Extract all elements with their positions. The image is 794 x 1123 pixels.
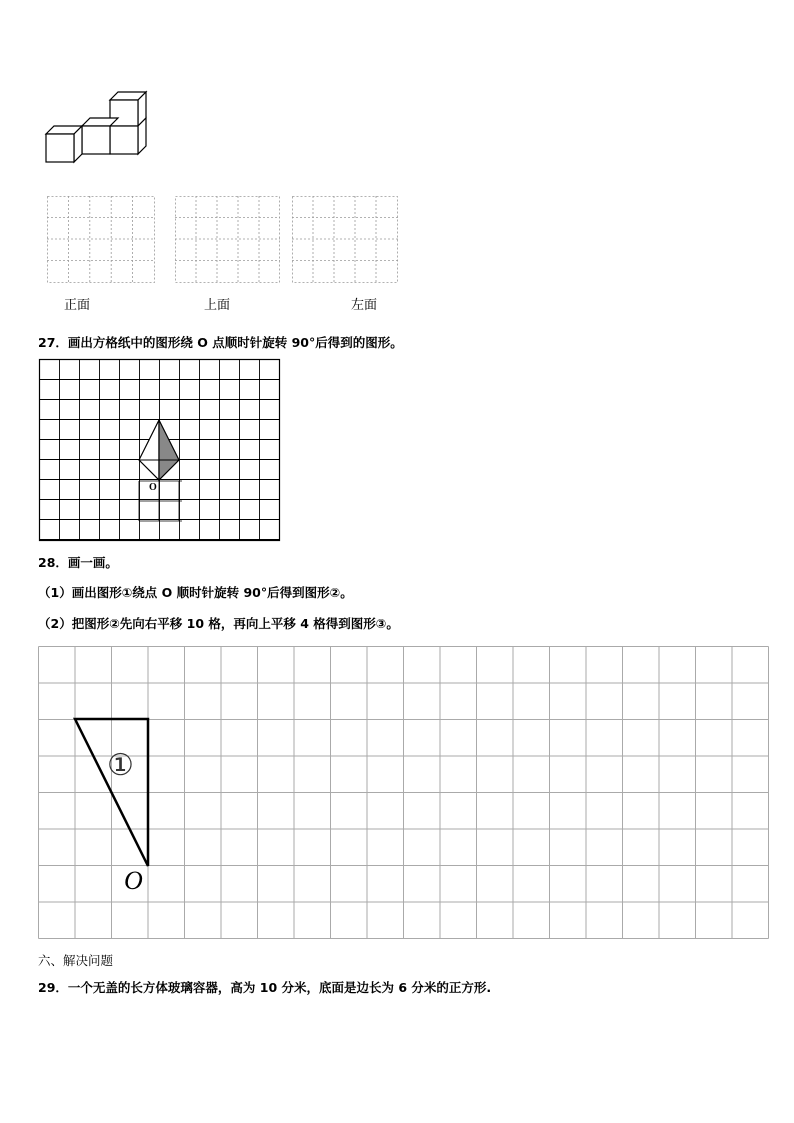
- q27-grid[interactable]: [39, 359, 281, 541]
- section6-title: 六、解决问题: [38, 953, 114, 968]
- grid-top-view[interactable]: [175, 196, 285, 284]
- q27-point-o: O: [149, 482, 157, 493]
- grid-front-view[interactable]: [47, 196, 157, 284]
- q28-title: 28．画一画。: [38, 555, 118, 570]
- q28-shape-label: ①: [107, 748, 134, 783]
- q28-part1: （1）画出图形①绕点 O 顺时针旋转 90°后得到图形②。: [38, 585, 353, 600]
- label-top-view: 上面: [204, 298, 231, 313]
- q27-kite-shape: [139, 420, 179, 480]
- label-front-view: 正面: [64, 298, 91, 313]
- q28-grid[interactable]: [38, 646, 770, 942]
- q28-point-o: O: [124, 866, 143, 895]
- cube-figure: [40, 88, 160, 168]
- q29-text: 29．一个无盖的长方体玻璃容器，高为 10 分米，底面是边长为 6 分米的正方形.: [38, 980, 492, 995]
- grid-left-view[interactable]: [292, 196, 402, 284]
- q27-text: 27．画出方格纸中的图形绕 O 点顺时针旋转 90°后得到的图形。: [38, 335, 403, 350]
- label-left-view: 左面: [351, 298, 378, 313]
- q28-part2: （2）把图形②先向右平移 10 格，再向上平移 4 格得到图形③。: [38, 616, 399, 631]
